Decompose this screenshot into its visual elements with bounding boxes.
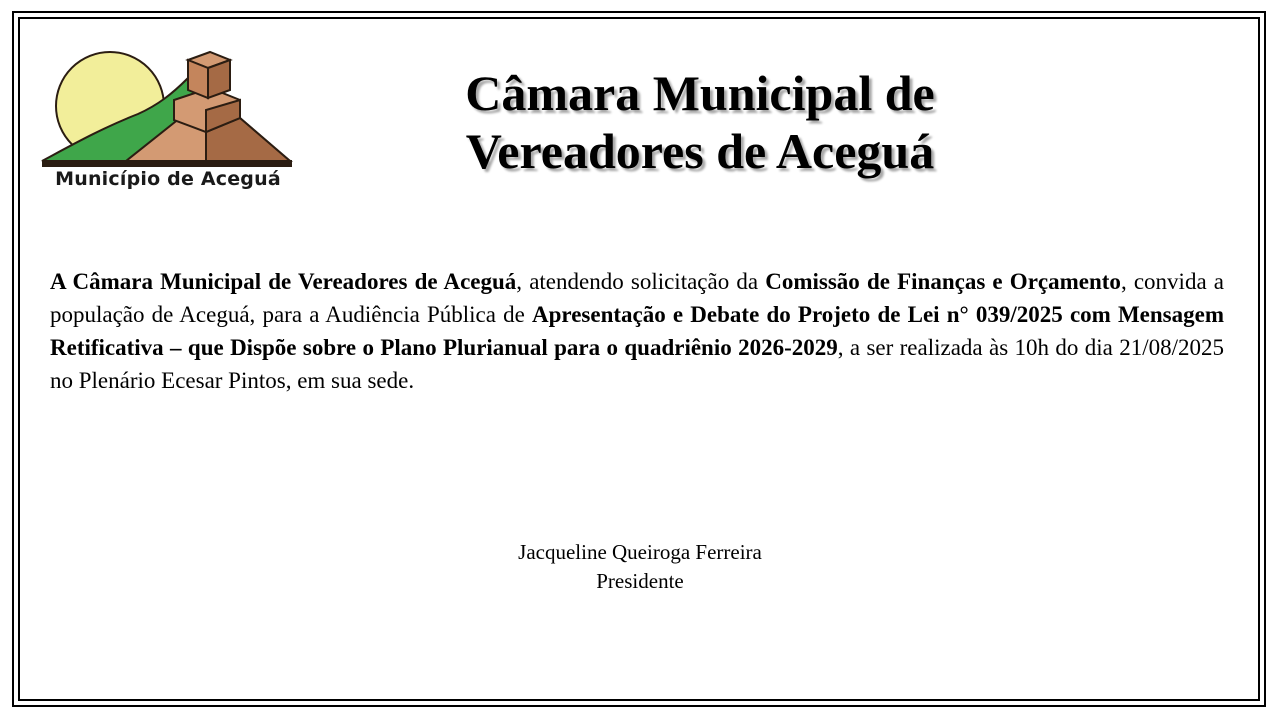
signer-name: Jacqueline Queiroga Ferreira <box>518 540 762 564</box>
pyramid-logo-icon <box>40 48 296 168</box>
municipality-logo <box>40 48 296 196</box>
body-segment: , atendendo solicitação da <box>516 269 766 294</box>
body-segment: , convida a população de Aceguá, para a Audiência Pública de <box>50 269 1225 327</box>
body-segment: Apresentação e Debate do Projeto de Lei n° 039/2025 com Mensagem Retificativa – que Dispõe sobre o Plano Plurianual para o quadriênio 2026-2029 <box>50 302 1225 360</box>
page-title <box>330 64 1070 180</box>
title-line-2: Vereadores de Aceguá <box>465 123 935 179</box>
body-segment: Comissão de Finanças e Orçamento <box>765 269 1121 294</box>
logo-caption: Município de Aceguá <box>55 168 281 190</box>
body-segment: A Câmara Municipal de Vereadores de Aceguá <box>50 269 517 294</box>
title-line-1: Câmara Municipal de <box>465 65 935 121</box>
announcement-paragraph <box>50 265 1224 397</box>
signature-block <box>440 538 840 596</box>
body-segment: , a ser realizada às 10h do dia 21/08/2025 no Plenário Ecesar Pintos, em sua sede. <box>50 335 1225 393</box>
signer-role: Presidente <box>596 569 684 593</box>
